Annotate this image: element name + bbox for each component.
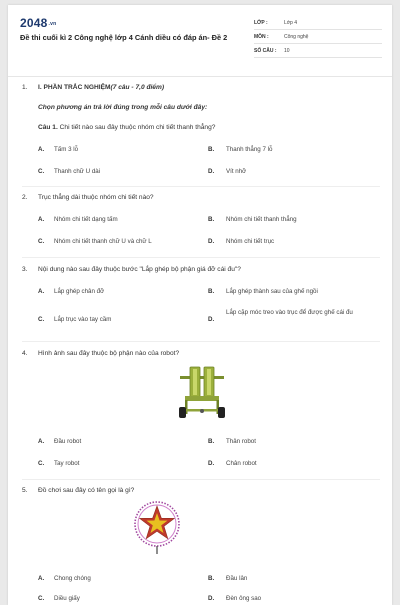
meta-subject-value: Công nghệ bbox=[284, 34, 309, 40]
logo-number: 2048 bbox=[20, 16, 48, 30]
question-text-4: Hình ảnh sau đây thuộc bộ phận nào của robot? bbox=[38, 350, 180, 357]
q5-option-c[interactable]: Diều giấy bbox=[54, 595, 80, 602]
q4-option-a[interactable]: Đầu robot bbox=[54, 438, 82, 445]
q5-option-b[interactable]: Đầu lân bbox=[226, 575, 248, 582]
q2-option-b-letter[interactable]: B. bbox=[208, 216, 215, 223]
q2-option-b[interactable]: Nhóm chi tiết thanh thẳng bbox=[226, 216, 297, 223]
q3-option-d-letter[interactable]: D. bbox=[208, 316, 215, 323]
header-divider bbox=[8, 76, 392, 77]
q2-option-d[interactable]: Nhóm chi tiết trục bbox=[226, 238, 275, 245]
q4-option-b-letter[interactable]: B. bbox=[208, 438, 215, 445]
question-text-1 bbox=[38, 124, 215, 131]
question-number-1: 1. bbox=[22, 84, 28, 91]
q4-option-d[interactable]: Chân robot bbox=[226, 460, 257, 467]
q1-option-b[interactable]: Thanh thẳng 7 lỗ bbox=[226, 146, 273, 153]
q4-option-b[interactable]: Thân robot bbox=[226, 438, 256, 445]
section-instruction: Chọn phương án trả lời đúng trong mỗi câu dưới đây: bbox=[38, 104, 208, 111]
q4-option-a-letter[interactable]: A. bbox=[38, 438, 45, 445]
star-lantern-image bbox=[132, 499, 182, 555]
meta-class-label: LỚP : bbox=[254, 20, 268, 26]
q3-option-d[interactable]: Lắp cặp móc treo vào trục để được ghế cái đu bbox=[226, 309, 353, 316]
exam-header bbox=[8, 5, 392, 73]
meta-subject-label: MÔN : bbox=[254, 34, 269, 40]
q3-option-c[interactable]: Lắp trục vào tay cầm bbox=[54, 316, 112, 323]
q2-option-c-letter[interactable]: C. bbox=[38, 238, 45, 245]
q1-option-c-letter[interactable]: C. bbox=[38, 168, 45, 175]
robot-body-image bbox=[176, 366, 228, 420]
q3-option-b-letter[interactable]: B. bbox=[208, 288, 215, 295]
q2-option-a[interactable]: Nhóm chi tiết dạng tấm bbox=[54, 216, 118, 223]
meta-class-row bbox=[254, 16, 382, 30]
q5-option-a-letter[interactable]: A. bbox=[38, 575, 45, 582]
q1-option-a-letter[interactable]: A. bbox=[38, 146, 45, 153]
exam-sheet bbox=[8, 5, 392, 605]
question-number-3: 3. bbox=[22, 266, 28, 273]
q3-option-c-letter[interactable]: C. bbox=[38, 316, 45, 323]
question-number-4: 4. bbox=[22, 350, 28, 357]
q1-option-c[interactable]: Thanh chữ U dài bbox=[54, 168, 101, 175]
q1-option-b-letter[interactable]: B. bbox=[208, 146, 215, 153]
q2-option-d-letter[interactable]: D. bbox=[208, 238, 215, 245]
q2-option-c[interactable]: Nhóm chi tiết thanh chữ U và chữ L bbox=[54, 238, 152, 245]
question-text-5: Đồ chơi sau đây có tên gọi là gì? bbox=[38, 487, 135, 494]
meta-count-row bbox=[254, 44, 382, 58]
meta-count-value: 10 bbox=[284, 48, 290, 54]
meta-count-label: SỐ CÂU : bbox=[254, 48, 277, 54]
question-text-2: Trục thẳng dài thuộc nhóm chi tiết nào? bbox=[38, 194, 154, 201]
q4-option-c[interactable]: Tay robot bbox=[54, 460, 80, 467]
q1-option-d-letter[interactable]: D. bbox=[208, 168, 215, 175]
question-divider bbox=[22, 186, 380, 187]
question-divider bbox=[22, 341, 380, 342]
q1-option-d[interactable]: Vít nhỡ bbox=[226, 168, 247, 175]
question-1-body: Chi tiết nào sau đây thuộc nhóm chi tiết thanh thẳng? bbox=[59, 124, 216, 131]
question-text-3: Nội dung nào sau đây thuộc bước "Lắp ghép bộ phận giá đỡ cái đu"? bbox=[38, 266, 241, 273]
section-title-sub: (7 câu - 7,0 điểm) bbox=[110, 84, 165, 91]
question-number-5: 5. bbox=[22, 487, 28, 494]
q5-option-a[interactable]: Chong chóng bbox=[54, 575, 91, 582]
q3-option-a-letter[interactable]: A. bbox=[38, 288, 45, 295]
section-title bbox=[38, 84, 164, 91]
question-divider bbox=[22, 257, 380, 258]
q5-option-b-letter[interactable]: B. bbox=[208, 575, 215, 582]
question-number-2: 2. bbox=[22, 194, 28, 201]
exam-title: Đề thi cuối kì 2 Công nghệ lớp 4 Cánh diều có đáp án- Đề 2 bbox=[20, 33, 228, 42]
meta-subject-row bbox=[254, 30, 382, 44]
section-title-main: I. PHẦN TRẮC NGHIỆM bbox=[38, 84, 111, 91]
q3-option-b[interactable]: Lắp ghép thành sau của ghế ngồi bbox=[226, 288, 318, 295]
meta-class-value: Lớp 4 bbox=[284, 20, 298, 26]
q4-option-c-letter[interactable]: C. bbox=[38, 460, 45, 467]
site-logo[interactable] bbox=[20, 16, 56, 30]
q5-option-d[interactable]: Đèn ông sao bbox=[226, 595, 262, 602]
q2-option-a-letter[interactable]: A. bbox=[38, 216, 45, 223]
question-divider bbox=[22, 479, 380, 480]
q3-option-a[interactable]: Lắp ghép chân đỡ bbox=[54, 288, 105, 295]
q1-option-a[interactable]: Tấm 3 lỗ bbox=[54, 146, 79, 153]
logo-suffix: .vn bbox=[48, 21, 57, 27]
q5-option-c-letter[interactable]: C. bbox=[38, 595, 45, 602]
q5-option-d-letter[interactable]: D. bbox=[208, 595, 215, 602]
question-1-prefix: Câu 1. bbox=[38, 124, 58, 131]
q4-option-d-letter[interactable]: D. bbox=[208, 460, 215, 467]
